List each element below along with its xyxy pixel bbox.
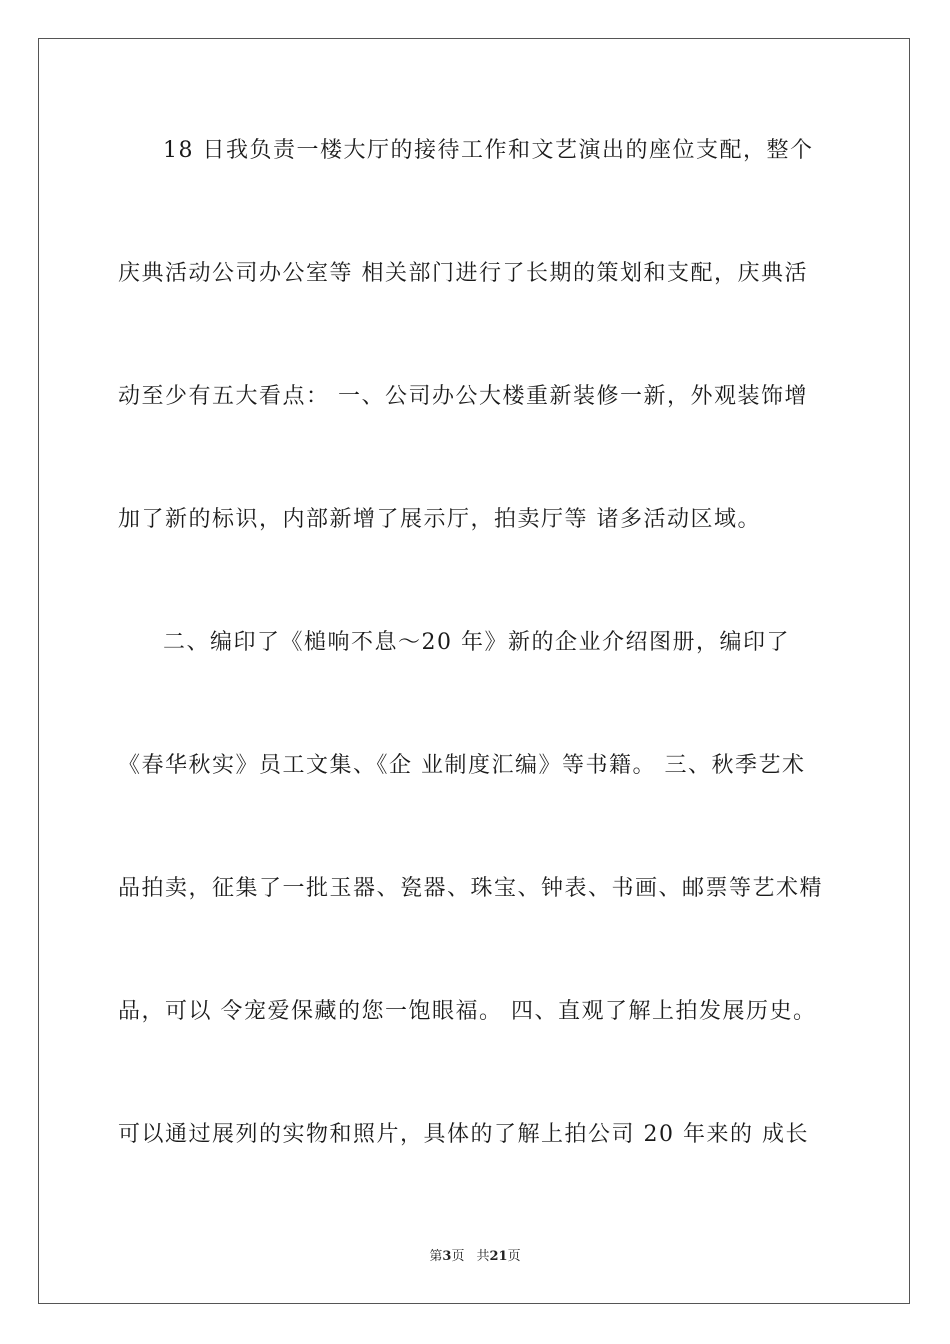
footer-total-prefix: 共 xyxy=(476,1249,490,1264)
footer-total-pages: 21 xyxy=(489,1249,508,1264)
footer-page-number: 3 xyxy=(442,1249,452,1264)
footer-total-suffix: 页 xyxy=(507,1249,521,1264)
page-footer xyxy=(0,1248,950,1266)
paragraph-line-6: 《春华秋实》员工文集、《企 业制度汇编》等书籍。 三、秋季艺术 xyxy=(118,753,806,778)
footer-page-suffix: 页 xyxy=(451,1249,465,1264)
paragraph-line-4: 加了新的标识，内部新增了展示厅，拍卖厅等 诸多活动区域。 xyxy=(118,507,761,532)
paragraph-line-2: 庆典活动公司办公室等 相关部门进行了长期的策划和支配，庆典活 xyxy=(118,261,808,286)
paragraph-line-3: 动至少有五大看点： 一、公司办公大楼重新装修一新，外观装饰增 xyxy=(118,384,808,409)
paragraph-line-8: 品，可以 令宠爱保藏的您一饱眼福。 四、直观了解上拍发展历史。 xyxy=(118,999,817,1024)
paragraph-line-9: 可以通过展列的实物和照片，具体的了解上拍公司 20 年来的 成长 xyxy=(118,1122,809,1147)
paragraph-line-7: 品拍卖，征集了一批玉器、瓷器、珠宝、钟表、书画、邮票等艺术精 xyxy=(118,876,824,901)
paragraph-line-5: 二、编印了《槌响不息～20 年》新的企业介绍图册，编印了 xyxy=(163,630,790,655)
footer-page-prefix: 第 xyxy=(429,1249,443,1264)
paragraph-line-1: 18 日我负责一楼大厅的接待工作和文艺演出的座位支配，整个 xyxy=(163,138,814,163)
page-frame xyxy=(38,38,910,1304)
